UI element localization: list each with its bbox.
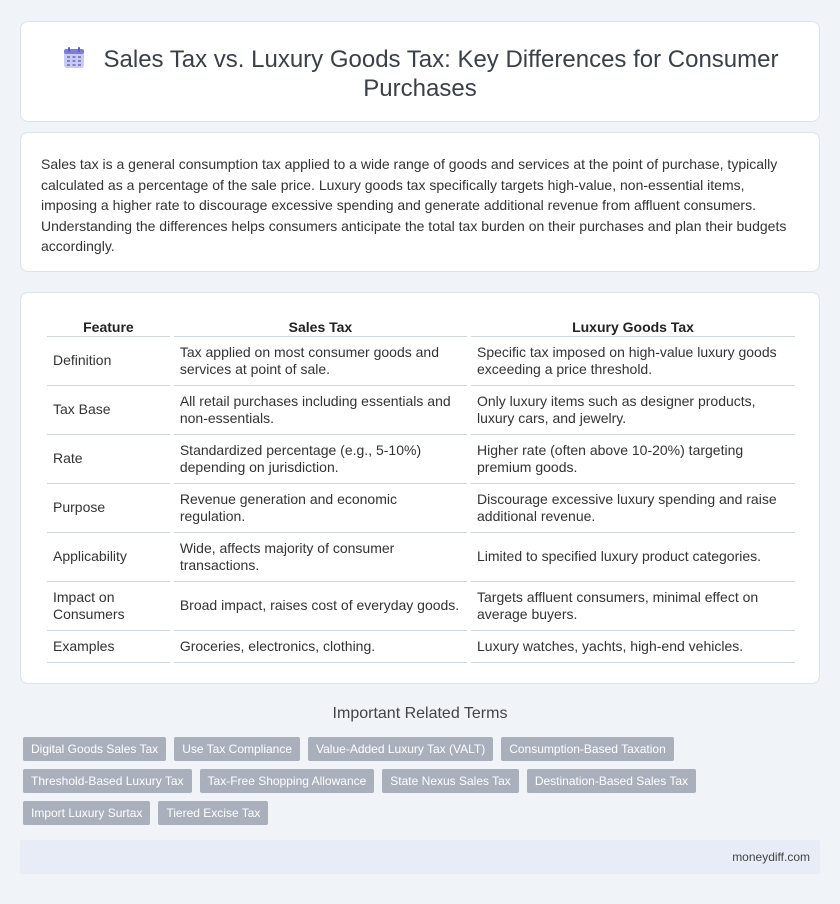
related-term-tag[interactable]: Destination-Based Sales Tax [527,769,696,793]
page-title: Sales Tax vs. Luxury Goods Tax: Key Differences for Consumer Purchases [103,46,779,102]
feature-cell: Definition [47,337,170,386]
feature-cell: Examples [47,631,170,663]
luxury-tax-cell: Targets affluent consumers, minimal effect on average buyers. [471,582,795,631]
related-term-tag[interactable]: Threshold-Based Luxury Tax [23,769,192,793]
related-term-tag[interactable]: Value-Added Luxury Tax (VALT) [308,737,493,761]
header-luxury-goods-tax: Luxury Goods Tax [471,315,795,337]
sales-tax-cell: Tax applied on most consumer goods and services at point of sale. [174,337,467,386]
related-term-tag[interactable]: Consumption-Based Taxation [501,737,674,761]
related-term-tag[interactable]: State Nexus Sales Tax [382,769,519,793]
sales-tax-cell: All retail purchases including essentials and non-essentials. [174,386,467,435]
sales-tax-cell: Groceries, electronics, clothing. [174,631,467,663]
feature-cell: Applicability [47,533,170,582]
luxury-tax-cell: Higher rate (often above 10-20%) targeting premium goods. [471,435,795,484]
related-term-tag[interactable]: Tax-Free Shopping Allowance [200,769,375,793]
sales-tax-cell: Standardized percentage (e.g., 5-10%) depending on jurisdiction. [174,435,467,484]
table-row [47,484,795,533]
related-terms-list [23,737,823,825]
feature-cell: Purpose [47,484,170,533]
luxury-tax-cell: Specific tax imposed on high-value luxury goods exceeding a price threshold. [471,337,795,386]
page-title-wrap [21,45,819,103]
feature-cell: Tax Base [47,386,170,435]
sales-tax-cell: Wide, affects majority of consumer transactions. [174,533,467,582]
related-term-tag[interactable]: Tiered Excise Tax [158,801,268,825]
feature-cell: Rate [47,435,170,484]
luxury-tax-cell: Discourage excessive luxury spending and raise additional revenue. [471,484,795,533]
table-row [47,533,795,582]
related-terms-heading: Important Related Terms [332,705,508,722]
table-row [47,386,795,435]
feature-cell: Impact on Consumers [47,582,170,631]
comparison-table [43,315,799,663]
luxury-tax-cell: Luxury watches, yachts, high-end vehicles. [471,631,795,663]
footer [20,840,820,874]
luxury-tax-cell: Limited to specified luxury product categories. [471,533,795,582]
luxury-tax-cell: Only luxury items such as designer products, luxury cars, and jewelry. [471,386,795,435]
related-term-tag[interactable]: Digital Goods Sales Tax [23,737,166,761]
table-row [47,582,795,631]
intro-card [20,132,820,272]
footer-site-link[interactable]: moneydiff.com [732,850,810,864]
related-term-tag[interactable]: Import Luxury Surtax [23,801,150,825]
sales-tax-cell: Revenue generation and economic regulation. [174,484,467,533]
header-sales-tax: Sales Tax [174,315,467,337]
intro-paragraph: Sales tax is a general consumption tax applied to a wide range of goods and services at the point of purchase, typically calculated as a percentage of the sale price. Luxury goods tax specifically targets high-value, non-essential items, imposing a higher rate to discourage excessive spending and generate additional revenue from affluent consumers. Understanding the differences helps consumers anticipate the total tax burden on their purchases and plan their budgets accordingly. [41,156,787,254]
title-card [20,21,820,122]
comparison-table-card [20,292,820,684]
related-term-tag[interactable]: Use Tax Compliance [174,737,300,761]
table-header-row [47,315,795,337]
table-row [47,337,795,386]
table-row [47,435,795,484]
calendar-icon [62,46,86,70]
table-row [47,631,795,663]
header-feature: Feature [47,315,170,337]
sales-tax-cell: Broad impact, raises cost of everyday goods. [174,582,467,631]
